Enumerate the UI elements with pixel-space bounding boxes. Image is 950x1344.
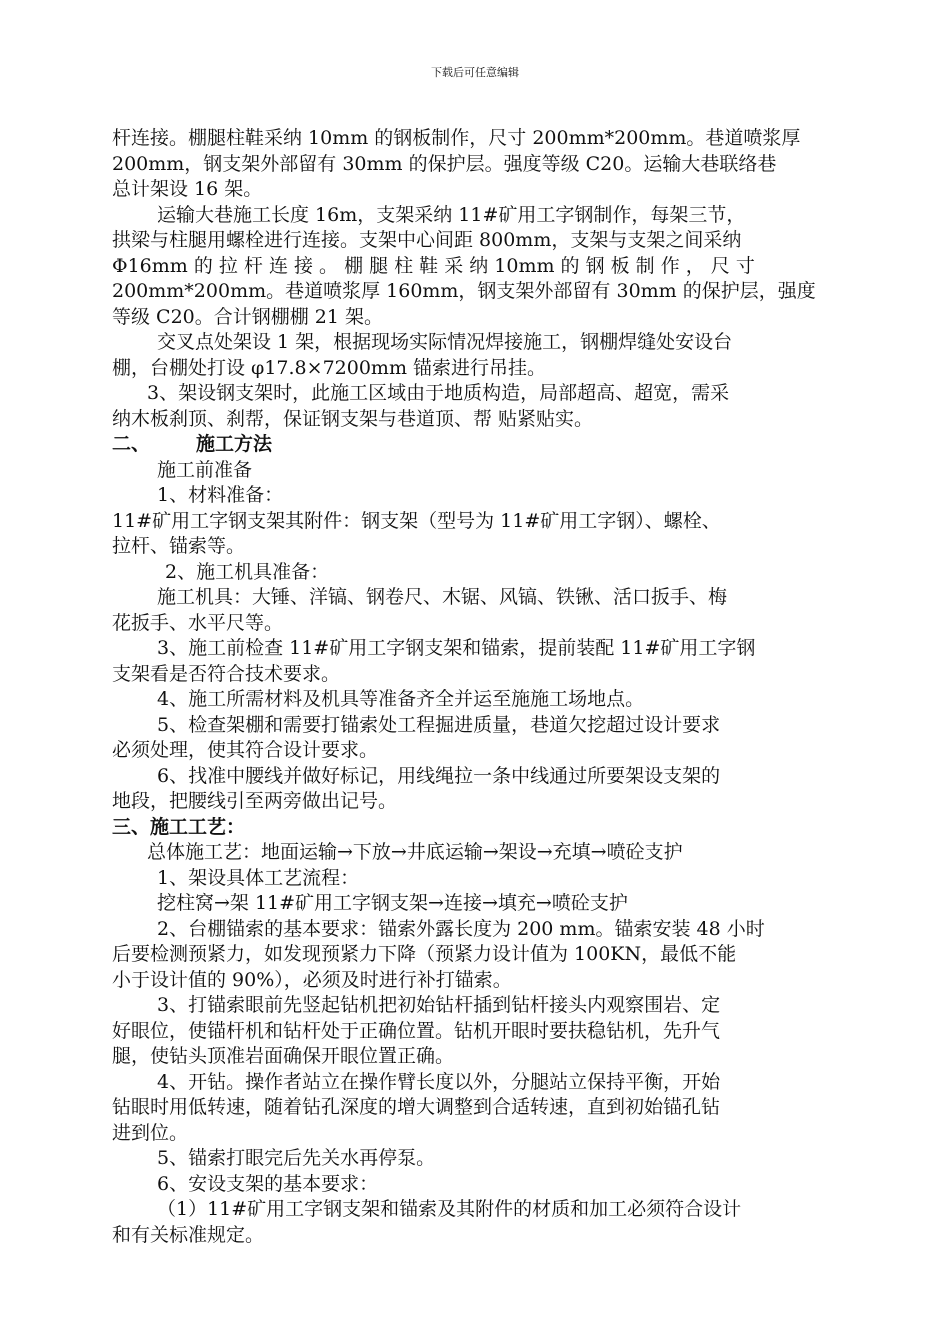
paragraph-line: 花扳手、水平尺等。	[112, 611, 284, 634]
paragraph-line: 钻眼时用低转速，随着钻孔深度的增大调整到合适转速，直到初始锚孔钻	[112, 1096, 721, 1118]
paragraph-line: 6、找准中腰线并做好标记，用线绳拉一条中线通过所要架设支架的	[157, 764, 721, 787]
paragraph-line: 200mm*200mm。巷道喷浆厚 160mm，钢支架外部留有 30mm 的保护层，强度	[112, 280, 816, 302]
subheading: 施工前准备	[157, 458, 253, 481]
paragraph-line: 5、锚索打眼完后先关水再停泵。	[157, 1147, 436, 1169]
paragraph-line: 等级 C20。合计钢棚棚 21 架。	[112, 305, 384, 328]
paragraph-line: 总体施工艺：地面运输→下放→井底运输→架设→充填→喷砼支护	[147, 841, 683, 863]
page-header: 下载后可任意编辑	[431, 66, 519, 79]
paragraph-line: 11#矿用工字钢支架其附件：钢支架（型号为 11#矿用工字钢）、螺栓、	[112, 509, 721, 532]
section-number: 二、	[112, 433, 151, 455]
paragraph-line: 支架看是否符合技术要求。	[112, 662, 341, 685]
document-body	[112, 126, 838, 1248]
section-heading: 三、施工工艺：	[112, 815, 246, 838]
paragraph-line: 纳木板刹顶、刹帮，保证钢支架与巷道顶、帮 贴紧贴实。	[112, 407, 594, 430]
paragraph-line: 小于设计值的 90%），必须及时进行补打锚索。	[112, 968, 512, 991]
paragraph-line: 必须处理，使其符合设计要求。	[112, 739, 379, 761]
paragraph-line: 6、安设支架的基本要求：	[157, 1172, 379, 1195]
section-heading	[112, 432, 838, 458]
paragraph-line: 2、台棚锚索的基本要求：锚索外露长度为 200 mm。锚索安装 48 小时	[157, 917, 765, 940]
paragraph-line: 后要检测预紧力，如发现预紧力下降（预紧力设计值为 100KN，最低不能	[112, 943, 737, 965]
paragraph-line: 1、材料准备：	[157, 484, 284, 506]
paragraph-line: 2、施工机具准备：	[165, 560, 330, 583]
paragraph-line: 进到位。	[112, 1121, 189, 1144]
paragraph-line: 拱梁与柱腿用螺栓进行连接。支架中心间距 800mm，支架与支架之间采纳	[112, 229, 742, 251]
paragraph-line: 3、打锚索眼前先竖起钻机把初始钻杆插到钻杆接头内观察围岩、定	[157, 994, 721, 1016]
paragraph-line: 200mm，钢支架外部留有 30mm 的保护层。强度等级 C20。运输大巷联络巷	[112, 152, 777, 175]
section-title: 施工方法	[196, 433, 273, 455]
paragraph-line: 棚，台棚处打设 φ17.8×7200mm 锚索进行吊挂。	[112, 356, 546, 379]
paragraph-line: 运输大巷施工长度 16m，支架采纳 11#矿用工字钢制作，每架三节，	[157, 203, 746, 226]
paragraph-line: 腿，使钻头顶准岩面确保开眼位置正确。	[112, 1045, 455, 1067]
paragraph-line: 杆连接。棚腿柱鞋采纳 10mm 的钢板制作，尺寸 200mm*200mm。巷道喷浆厚	[112, 127, 801, 149]
paragraph-line: 3、架设钢支架时，此施工区域由于地质构造，局部超高、超宽，需采	[147, 382, 730, 404]
paragraph-line: 4、施工所需材料及机具等准备齐全并运至施施工场地点。	[157, 688, 645, 710]
paragraph-line: 总计架设 16 架。	[112, 178, 263, 200]
paragraph-line: 好眼位，使锚杆机和钻杆处于正确位置。钻机开眼时要扶稳钻机，先升气	[112, 1019, 721, 1042]
paragraph-line: 挖柱窝→架 11#矿用工字钢支架→连接→填充→喷砼支护	[157, 892, 628, 914]
paragraph-line: （1）11#矿用工字钢支架和锚索及其附件的材质和加工必须符合设计	[157, 1198, 742, 1220]
paragraph-line: 5、检查架棚和需要打锚索处工程掘进质量，巷道欠挖超过设计要求	[157, 713, 721, 736]
paragraph-line: 和有关标准规定。	[112, 1223, 265, 1246]
paragraph-line: 3、施工前检查 11#矿用工字钢支架和锚索，提前装配 11#矿用工字钢	[157, 637, 756, 659]
paragraph-line: 地段，把腰线引至两旁做出记号。	[112, 790, 398, 812]
paragraph-line: 交叉点处架设 1 架，根据现场实际情况焊接施工，钢棚焊缝处安设台	[157, 331, 733, 353]
paragraph-line: Φ16mm 的 拉 杆 连 接 。 棚 腿 柱 鞋 采 纳 10mm 的 钢 板 制 作 ， 尺 寸	[112, 254, 755, 277]
paragraph-line: 1、架设具体工艺流程：	[157, 866, 360, 889]
paragraph-line: 拉杆、锚索等。	[112, 535, 246, 557]
paragraph-line: 4、开钻。操作者站立在操作臂长度以外，分腿站立保持平衡，开始	[157, 1070, 721, 1093]
paragraph-line: 施工机具：大锤、洋镐、钢卷尺、木锯、风镐、铁锹、活口扳手、梅	[157, 586, 728, 608]
